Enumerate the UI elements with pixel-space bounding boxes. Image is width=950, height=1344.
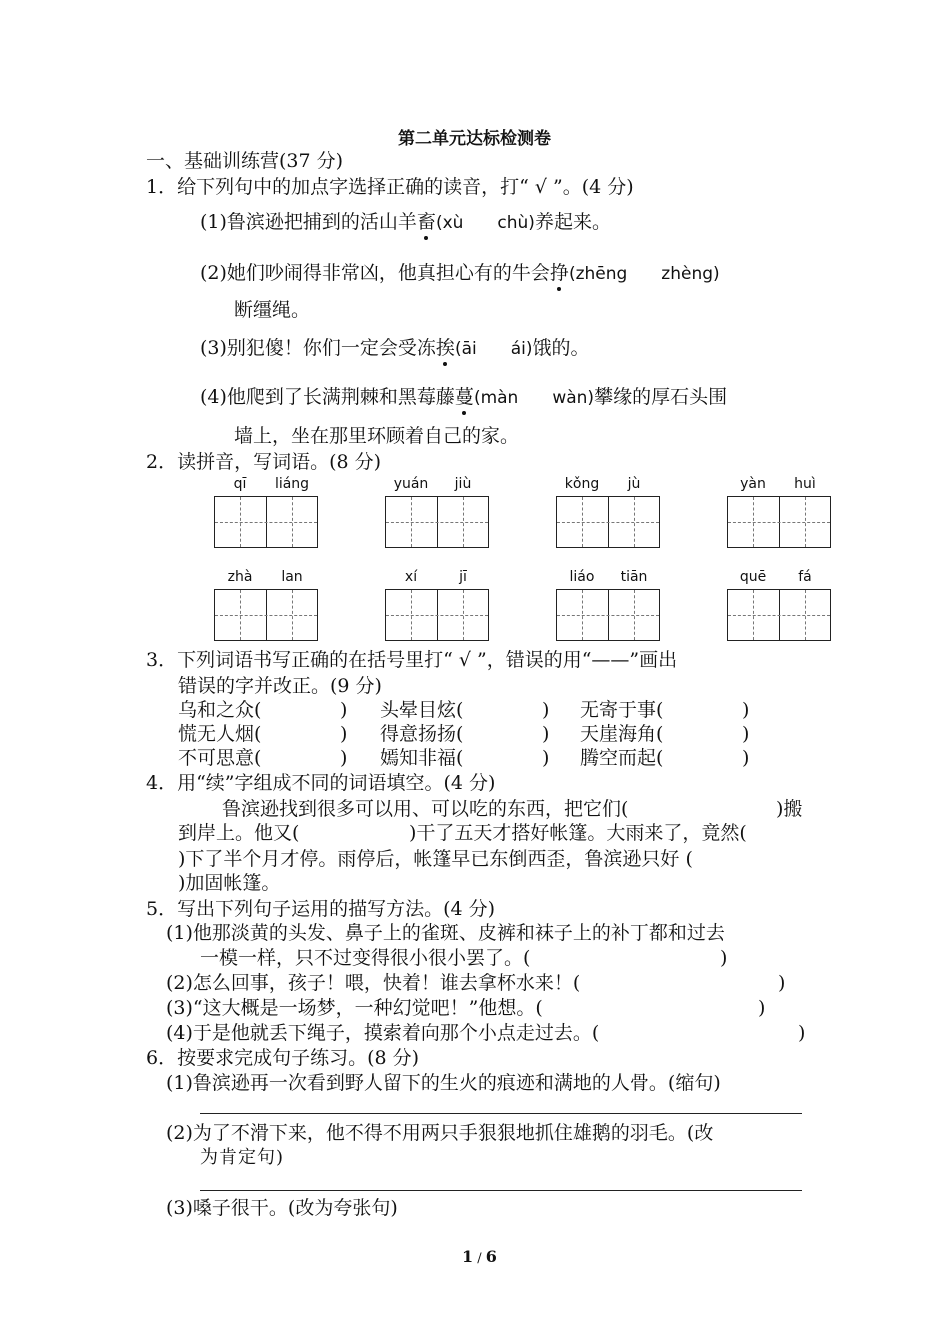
q5-answer-close[interactable]: ): [758, 997, 766, 1019]
q1-stem: 1．给下列句中的加点字选择正确的读音，打“ √ ”。(4 分): [146, 176, 634, 198]
q3-answer-close[interactable]: ): [542, 699, 550, 721]
pinyin-label: zhà: [227, 569, 253, 585]
page-title: 第二单元达标检测卷: [398, 129, 551, 149]
q5-item-1-cont: 一模一样，只不过变得很小很小罢了。(: [200, 947, 531, 969]
writing-box[interactable]: [727, 589, 831, 641]
writing-box[interactable]: [556, 496, 660, 548]
writing-box[interactable]: [385, 496, 489, 548]
q3-stem: 3．下列词语书写正确的在括号里打“ √ ”，错误的用“——”画出: [146, 649, 678, 671]
q5-item-1: (1)他那淡黄的头发、鼻子上的雀斑、皮裤和袜子上的补丁都和过去: [166, 922, 725, 944]
writing-box[interactable]: [214, 589, 318, 641]
pinyin-label: xí: [404, 569, 418, 585]
pinyin-label: quē: [739, 569, 767, 585]
page-number: 1 / 6: [462, 1247, 497, 1266]
pinyin-label: fá: [798, 569, 812, 585]
pinyin-label: kǒng: [564, 476, 600, 492]
q3-item: 头晕目炫(: [380, 699, 464, 721]
q6-item-2: (2)为了不滑下来，他不得不用两只手狠狠地抓住雄鹅的羽毛。(改: [166, 1122, 714, 1144]
q3-item: 嫣知非福(: [380, 747, 464, 769]
q3-answer-close[interactable]: ): [542, 723, 550, 745]
q1-item-1: (1)鲁滨逊把捕到的活山羊畜(xù chù)养起来。: [200, 211, 611, 233]
pinyin-label: qī: [233, 476, 247, 492]
q3-answer-close[interactable]: ): [340, 723, 348, 745]
q4-stem: 4．用“续”字组成不同的词语填空。(4 分): [146, 772, 496, 794]
q2-stem: 2．读拼音，写词语。(8 分): [146, 451, 382, 473]
q6-item-3: (3)嗓子很干。(改为夸张句): [166, 1197, 398, 1219]
q4-line-2a: 到岸上。他又(: [178, 822, 300, 844]
q6-stem: 6．按要求完成句子练习。(8 分): [146, 1047, 420, 1069]
q3-stem-cont: 错误的字并改正。(9 分): [178, 675, 382, 697]
writing-box[interactable]: [556, 589, 660, 641]
q3-item: 慌无人烟(: [178, 723, 262, 745]
writing-box[interactable]: [214, 496, 318, 548]
q5-item-2: (2)怎么回事，孩子！喂，快着！谁去拿杯水来！(: [166, 972, 581, 994]
q6-item-2-cont: 为肯定句): [200, 1147, 285, 1168]
q5-answer-close[interactable]: ): [798, 1022, 806, 1044]
q4-line-2b: )干了五天才搭好帐篷。大雨来了，竟然(: [409, 822, 747, 844]
pinyin-label: tiān: [620, 569, 648, 585]
pinyin-label: liáng: [274, 476, 310, 492]
answer-line[interactable]: [200, 1190, 802, 1191]
q3-answer-close[interactable]: ): [742, 747, 750, 769]
q3-item: 天崖海角(: [580, 723, 664, 745]
q5-answer-close[interactable]: ): [720, 947, 728, 969]
q5-stem: 5．写出下列句子运用的描写方法。(4 分): [146, 898, 496, 920]
q5-answer-close[interactable]: ): [778, 972, 786, 994]
q3-item: 不可思意(: [178, 747, 262, 769]
q5-item-3: (3)“这大概是一场梦，一种幻觉吧！”他想。(: [166, 997, 543, 1019]
pinyin-label: yàn: [740, 476, 766, 492]
q4-line-4: )加固帐篷。: [178, 872, 281, 894]
q1-item-2: (2)她们吵闹得非常凶，他真担心有的牛会挣(zhēng zhèng): [200, 262, 720, 284]
pinyin-label: yuán: [393, 476, 429, 492]
q3-answer-close[interactable]: ): [742, 723, 750, 745]
pinyin-label: jù: [627, 476, 641, 492]
q3-answer-close[interactable]: ): [742, 699, 750, 721]
pinyin-label: jī: [459, 569, 467, 585]
q4-line-3: )下了半个月才停。雨停后，帐篷早已东倒西歪，鲁滨逊只好 (: [178, 848, 693, 870]
q1-item-3: (3)别犯傻！你们一定会受冻挨(āi ái)饿的。: [200, 337, 590, 359]
q3-item: 无寄于事(: [580, 699, 664, 721]
pinyin-label: lan: [281, 569, 303, 585]
pinyin-label: huì: [794, 476, 816, 492]
section-heading: 一、基础训练营(37 分): [146, 150, 344, 172]
q3-answer-close[interactable]: ): [340, 699, 348, 721]
q6-item-1: (1)鲁滨逊再一次看到野人留下的生火的痕迹和满地的人骨。(缩句): [166, 1072, 721, 1094]
q3-answer-close[interactable]: ): [340, 747, 348, 769]
writing-box[interactable]: [727, 496, 831, 548]
q1-item-2-cont: 断缰绳。: [234, 299, 311, 321]
pinyin-label: jiù: [454, 476, 472, 492]
q3-item: 乌和之众(: [178, 699, 262, 721]
q3-item: 得意扬扬(: [380, 723, 464, 745]
q4-line-1a: 鲁滨逊找到很多可以用、可以吃的东西，把它们(: [222, 798, 629, 820]
q4-line-1b: )搬: [776, 798, 803, 820]
answer-line[interactable]: [200, 1113, 802, 1114]
pinyin-label: liáo: [569, 569, 595, 585]
q3-item: 腾空而起(: [580, 747, 664, 769]
q1-item-4: (4)他爬到了长满荆棘和黑莓藤蔓(màn wàn)攀缘的厚石头围: [200, 386, 728, 408]
q3-answer-close[interactable]: ): [542, 747, 550, 769]
q1-item-4-cont: 墙上，坐在那里环顾着自己的家。: [234, 425, 520, 447]
q5-item-4: (4)于是他就丢下绳子，摸索着向那个小点走过去。(: [166, 1022, 600, 1044]
writing-box[interactable]: [385, 589, 489, 641]
